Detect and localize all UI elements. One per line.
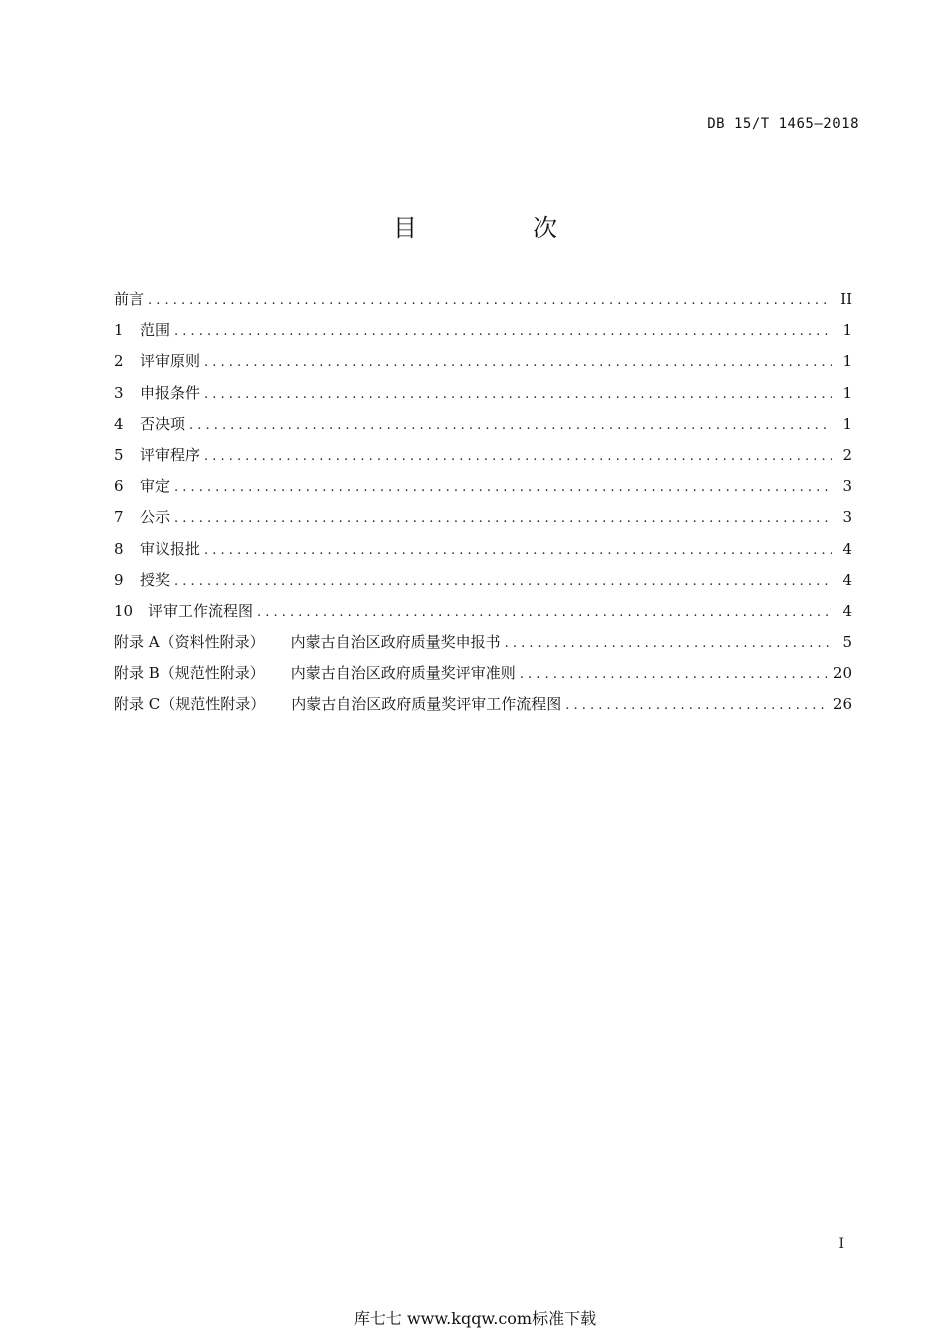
- toc-entry[interactable]: [114, 537, 852, 568]
- toc-entry[interactable]: [114, 318, 852, 349]
- toc-entry-number: 1: [114, 321, 124, 340]
- toc-entry-label: 范围: [140, 321, 171, 340]
- toc-entry-number: 5: [114, 445, 124, 464]
- dot-leader: [189, 414, 832, 438]
- toc-entry-label: 前言: [114, 290, 145, 308]
- toc-entry-number: 4: [114, 414, 124, 433]
- toc-entry[interactable]: [114, 412, 852, 443]
- toc-entry-label: 申报条件: [140, 383, 201, 402]
- toc-title: 目 次: [393, 214, 603, 242]
- toc-entry[interactable]: [114, 474, 852, 505]
- document-code: DB 15/T 1465—2018: [707, 116, 859, 132]
- toc-entry[interactable]: [114, 381, 852, 412]
- dot-leader: [174, 570, 832, 594]
- appendix-page: 26: [832, 695, 852, 714]
- toc-entry-page: 4: [842, 539, 852, 558]
- toc-entry-label: 评审程序: [140, 445, 201, 464]
- appendix-label: 内蒙古自治区政府质量奖评审工作流程图: [291, 695, 562, 714]
- appendix-label: 内蒙古自治区政府质量奖申报书: [290, 633, 501, 652]
- dot-leader: [174, 320, 832, 344]
- appendix-page: 20: [832, 664, 852, 683]
- dot-leader: [174, 476, 832, 500]
- toc-entry-label: 审议报批: [140, 539, 201, 558]
- toc-entry-page: 4: [842, 601, 852, 620]
- toc-entry-page: 1: [842, 321, 852, 340]
- toc-entry-number: 6: [114, 477, 124, 496]
- toc-entry-number: 8: [114, 539, 124, 558]
- toc-entry-number: 2: [114, 352, 124, 371]
- dot-leader: [257, 601, 832, 625]
- toc-entry[interactable]: [114, 568, 852, 599]
- dot-leader: [204, 383, 832, 407]
- toc-entry-label: 评审工作流程图: [148, 601, 254, 620]
- toc-entry-label: 否决项: [140, 414, 186, 433]
- appendix-prefix: 附录 C（规范性附录）: [114, 695, 266, 714]
- toc-appendix-entry[interactable]: [114, 692, 852, 723]
- table-of-contents: [114, 287, 852, 724]
- dot-leader: [148, 289, 832, 313]
- toc-entry-label: 授奖: [140, 570, 171, 589]
- toc-entry-page: 3: [842, 508, 852, 527]
- toc-appendix-entry[interactable]: [114, 630, 852, 661]
- toc-entry-label: 公示: [140, 508, 171, 527]
- toc-entry-page: 1: [842, 383, 852, 402]
- toc-entry-page: 1: [842, 414, 852, 433]
- toc-entry-page: 1: [842, 352, 852, 371]
- toc-entry[interactable]: [114, 505, 852, 536]
- appendix-label: 内蒙古自治区政府质量奖评审准则: [290, 664, 516, 683]
- toc-entry-number: 10: [114, 601, 134, 620]
- toc-appendix-entry[interactable]: [114, 661, 852, 692]
- toc-entry-page: 4: [842, 570, 852, 589]
- dot-leader: [174, 507, 832, 531]
- page-number: I: [838, 1236, 844, 1252]
- dot-leader: [520, 663, 827, 687]
- dot-leader: [565, 694, 827, 718]
- toc-entry[interactable]: [114, 349, 852, 380]
- toc-entry-label: 审定: [140, 477, 171, 496]
- toc-entry-preface[interactable]: [114, 287, 852, 318]
- appendix-page: 5: [842, 633, 852, 652]
- toc-entry-label: 评审原则: [140, 352, 201, 371]
- toc-entry-number: 9: [114, 570, 124, 589]
- toc-entry[interactable]: [114, 599, 852, 630]
- dot-leader: [204, 445, 832, 469]
- toc-entry-page: 3: [842, 477, 852, 496]
- dot-leader: [204, 351, 832, 375]
- toc-entry-number: 3: [114, 383, 124, 402]
- appendix-prefix: 附录 B（规范性附录）: [114, 664, 265, 683]
- toc-entry[interactable]: [114, 443, 852, 474]
- footer-watermark: 库七七 www.kqqw.com标准下载: [353, 1309, 597, 1328]
- appendix-prefix: 附录 A（资料性附录）: [114, 633, 265, 652]
- dot-leader: [204, 539, 832, 563]
- toc-entry-number: 7: [114, 508, 124, 527]
- toc-entry-page: 2: [842, 445, 852, 464]
- toc-entry-page: II: [840, 290, 852, 308]
- dot-leader: [505, 632, 832, 656]
